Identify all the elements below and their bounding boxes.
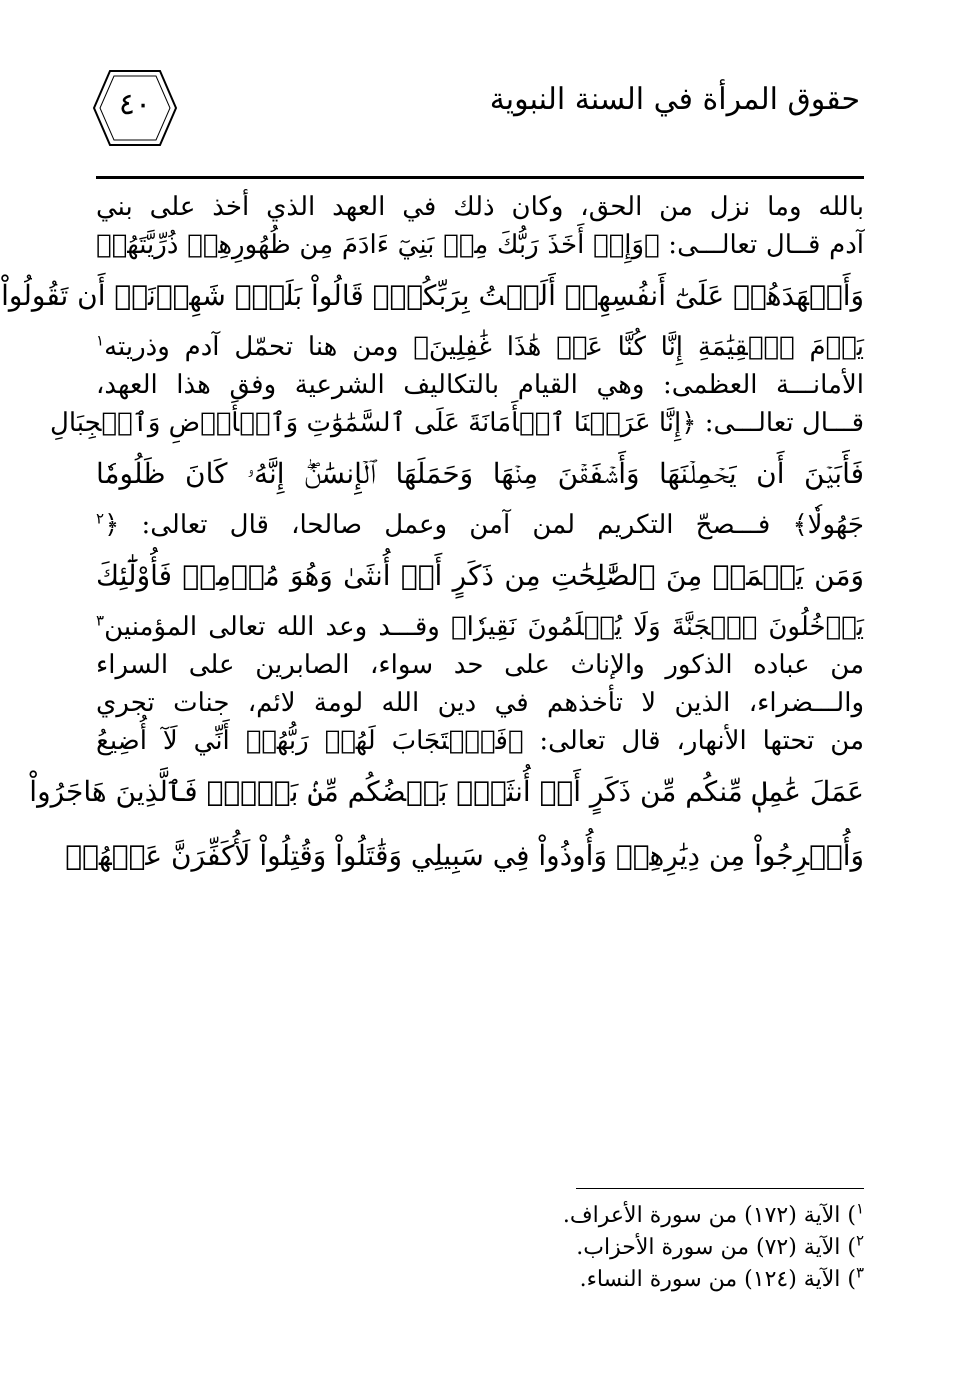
body-line-text: وَأَشۡهَدَهُمۡ عَلَىٰٓ أَنفُسِهِمۡ أَلَسۡتُ بِرَبِّكُمۡۖ قَالُواْ بَلَىٰۛ شَهِدۡنَآۛ أَن تَقُولُواْ	[1, 279, 864, 312]
body-line-text: فَأَبَيۡنَ أَن يَحۡمِلۡنَهَا وَأَشۡفَقۡنَ مِنۡهَا وَحَمَلَهَا ٱلۡإِنسَٰنُۖ إِنَّهُۥ كَانَ ظَلُومٗا	[96, 457, 864, 490]
body-line-text: يَدۡخُلُونَ ٱلۡجَنَّةَ وَلَا يُظۡلَمُونَ نَقِيرٗا﴾ وقـــد وعد الله تعالى المؤمنين	[104, 612, 864, 642]
footnote-item	[563, 1200, 864, 1232]
body-line	[96, 608, 864, 646]
body-line-text: عَمَلَ عَٰمِلٖ مِّنكُم مِّن ذَكَرٍ أَوۡ أُنثَىٰۖ بَعۡضُكُم مِّنۢ بَعۡضٖۖ فَٱلَّذِينَ هَاجَرُواْ	[29, 775, 864, 808]
body-line	[65, 824, 864, 888]
footnote-item	[563, 1232, 864, 1264]
page-number-badge	[92, 68, 178, 148]
body-line	[96, 646, 864, 684]
body-line-text: جَهُولٗا﴾ فـــصحّ التكريم لمن آمن وعمل صالحا، قال تعالى: ﴿	[104, 510, 864, 540]
body-line-text: وَمَن يَعۡمَلۡ مِنَ ٱلصَّٰلِحَٰتِ مِن ذَكَرٍ أَوۡ أُنثَىٰ وَهُوَ مُؤۡمِنٞ فَأُوْلَٰٓئِكَ	[96, 559, 864, 592]
body-line	[96, 684, 864, 722]
body-line-text: وَأُخۡرِجُواْ مِن دِيَٰرِهِمۡ وَأُوذُواْ فِي سَبِيلِي وَقَٰتَلُواْ وَقُتِلُواْ لَأُكَفِّرَنَّ عَنۡهُمۡ	[65, 839, 864, 872]
body-line-text: آدم قــال تعالـــى: ﴿وَإِذۡ أَخَذَ رَبُّكَ مِنۢ بَنِيٓ ءَادَمَ مِن ظُهُورِهِمۡ ذُرِّيَّتَهُمۡ	[96, 230, 865, 260]
footnote-item	[563, 1264, 864, 1296]
page-number: ٤٠	[118, 87, 152, 122]
body-line	[96, 188, 864, 226]
body-line-text: والـــضراء، الذين لا تأخذهم في دين الله لومة لائم، جنات تجري	[96, 688, 864, 718]
footnote-text: الآية (١٢٤) من سورة النساء.	[579, 1267, 841, 1292]
body-line	[96, 544, 864, 608]
footnote-paren: )	[840, 1235, 856, 1260]
footnote-mark: ٣	[855, 1263, 864, 1282]
footnote-text: الآية (١٧٢) من سورة الأعراف.	[562, 1203, 841, 1228]
body-line	[49, 404, 864, 442]
footnote-paren: )	[840, 1267, 856, 1292]
body-line-text: بالله وما نزل من الحق، وكان ذلك في العهد الذي أخذ على بني	[96, 192, 864, 222]
footnote-reference: ٢	[96, 509, 105, 528]
footnote-reference: ٣	[96, 611, 105, 630]
header-divider	[96, 176, 864, 179]
body-line-text: من تحتها الأنهار، قال تعالى: ﴿فَٱسۡتَجَابَ لَهُمۡ رَبُّهُمۡ أَنِّي لَآ أُضِيعُ	[96, 726, 864, 756]
body-line	[96, 328, 864, 366]
footnote-paren: )	[840, 1203, 856, 1228]
body-line	[96, 722, 864, 760]
body-line-text: قـــال تعالـــى: ﴿إِنَّا عَرَضۡنَا ٱلۡأَمَانَةَ عَلَى ٱلسَّمَٰوَٰتِ وَٱلۡأَرۡضِ وَٱلۡجِبَالِ	[49, 408, 864, 438]
footnote-reference: ١	[96, 331, 105, 350]
body-line	[29, 760, 864, 824]
body-line	[96, 226, 864, 264]
footnote-text: الآية (٧٢) من سورة الأحزاب.	[576, 1235, 841, 1260]
body-line	[96, 442, 864, 506]
running-header-title: حقوق المرأة في السنة النبوية	[489, 82, 860, 117]
body-line-text: الأمانـــة العظمى: وهي القيام بالتكاليف الشرعية وفق هذا العهد،	[96, 370, 864, 400]
body-line-text: يَوۡمَ ٱلۡقِيَٰمَةِ إِنَّا كُنَّا عَنۡ هَٰذَا غَٰفِلِينَ﴾ ومن هنا تحمّل آدم وذريته	[104, 332, 864, 362]
body-line	[1, 264, 864, 328]
body-text	[1, 188, 865, 888]
body-line	[96, 366, 864, 404]
footnotes	[563, 1200, 864, 1296]
body-line	[96, 506, 864, 544]
body-line-text: من عباده الذكور والإناث على حد سواء، الصابرين على السراء	[96, 650, 865, 680]
footnote-divider	[576, 1188, 864, 1189]
footnote-mark: ١	[855, 1199, 864, 1218]
footnote-mark: ٢	[855, 1231, 864, 1250]
